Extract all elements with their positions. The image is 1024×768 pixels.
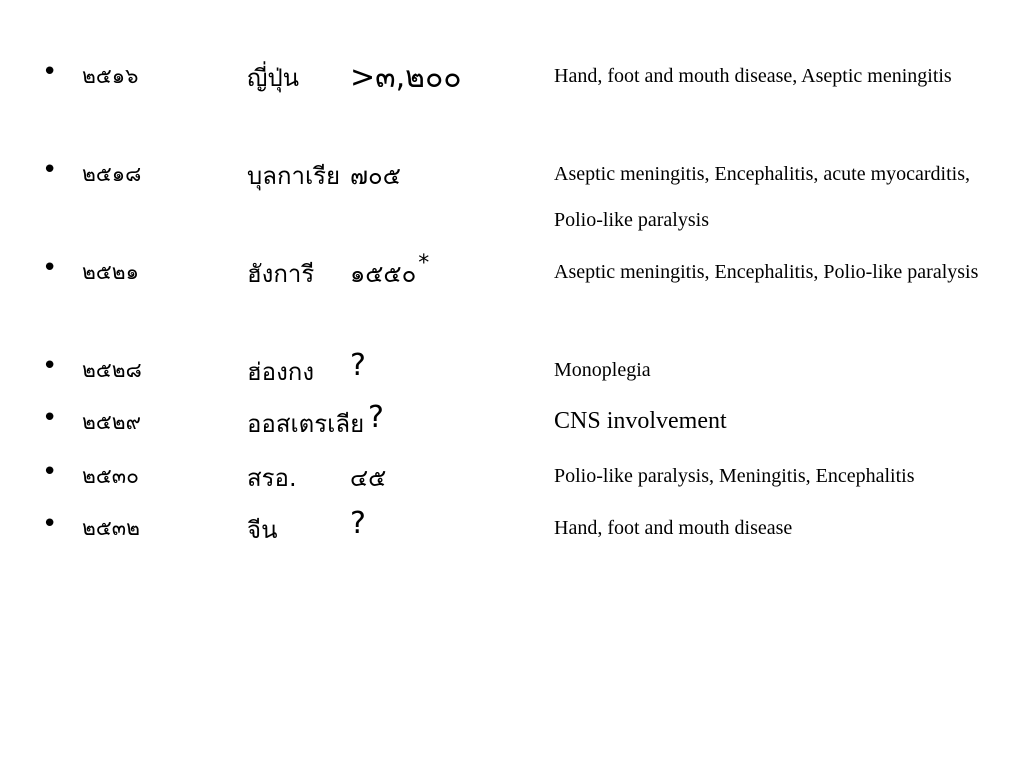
outbreak-year: ๒๕๑๖ xyxy=(82,64,139,88)
case-count-mark: * xyxy=(418,251,430,276)
clinical-manifestations: Monoplegia xyxy=(554,359,651,381)
outbreak-country: ออสเตรเลีย xyxy=(247,410,365,438)
clinical-manifestations: Hand, foot and mouth disease xyxy=(554,517,793,539)
outbreak-country: ฮ่องกง xyxy=(247,358,315,386)
clinical-manifestations: Hand, foot and mouth disease, Aseptic meningitis xyxy=(554,65,952,87)
clinical-manifestations: CNS involvement xyxy=(554,408,727,434)
outbreak-year: ๒๕๒๘ xyxy=(82,358,142,382)
outbreak-year: ๒๕๓๐ xyxy=(82,464,139,488)
case-count-value: ๑๕๕๐ xyxy=(350,260,417,288)
clinical-manifestations: Aseptic meningitis, Encephalitis, Polio-like paralysis xyxy=(554,261,979,283)
case-count xyxy=(368,400,386,435)
outbreak-country: ญี่ปุ่น xyxy=(247,64,300,92)
case-count-value: ? xyxy=(350,348,366,383)
outbreak-year: ๒๕๑๘ xyxy=(82,162,142,186)
case-count xyxy=(350,156,403,195)
case-count-value: ๔๕ xyxy=(350,464,387,492)
outbreak-country: ฮังการี xyxy=(247,260,315,288)
case-count xyxy=(350,458,388,497)
outbreak-country: จีน xyxy=(247,516,278,544)
case-count-value: ? xyxy=(368,400,384,435)
outbreak-country: สรอ. xyxy=(247,464,297,492)
bullet-icon: • xyxy=(42,351,58,381)
bullet-icon: • xyxy=(42,57,58,87)
bullet-icon: • xyxy=(42,155,58,185)
bullet-icon: • xyxy=(42,253,58,283)
case-count xyxy=(350,506,368,541)
case-count xyxy=(350,348,368,383)
outbreak-year: ๒๕๒๙ xyxy=(82,410,141,434)
bullet-icon: • xyxy=(42,509,58,539)
case-count-value: ? xyxy=(350,506,366,541)
clinical-manifestations: Aseptic meningitis, Encephalitis, acute myocarditis, Polio-like paralysis xyxy=(554,163,971,231)
case-count xyxy=(350,54,464,101)
outbreak-year: ๒๕๓๒ xyxy=(82,516,140,540)
clinical-manifestations: Polio-like paralysis, Meningitis, Encephalitis xyxy=(554,465,915,487)
case-count-value: ๗๐๕ xyxy=(350,162,401,190)
outbreak-year: ๒๕๒๑ xyxy=(82,260,139,284)
outbreak-country: บุลกาเรีย xyxy=(247,162,341,190)
bullet-icon: • xyxy=(42,457,58,487)
case-count-value: >๓,๒๐๐ xyxy=(350,60,462,95)
case-count xyxy=(350,251,430,293)
bullet-icon: • xyxy=(42,403,58,433)
